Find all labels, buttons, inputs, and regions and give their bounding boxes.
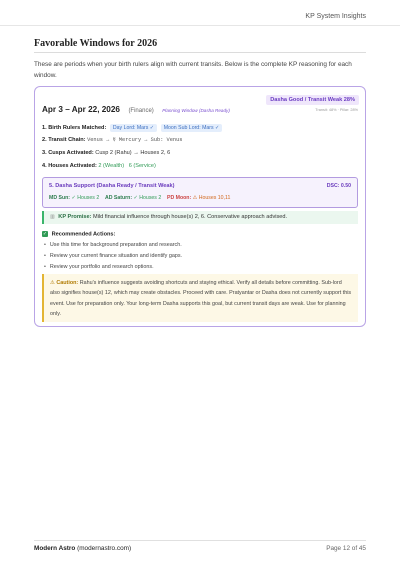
list-item: • Use this time for background preparation and research. xyxy=(44,240,182,251)
dasha-title: 5. Dasha Support (Dasha Ready / Transit Weak) xyxy=(49,183,175,189)
site-name: KP System Insights xyxy=(305,13,366,20)
domain-tag: (Finance) xyxy=(128,108,154,114)
cusps-row xyxy=(42,150,170,156)
caution-text: Rahu's influence suggests avoiding shortcuts and staying ethical. Verify all details before committing. Sub-lord also signifies house(s) 12, which may create obstacles. Proceed with care. Pratyantar or Dasha does not currently support this event. Use for preparation only. Your long-term Dasha supports this goal, but current transit days are weak. Use for planning only. xyxy=(50,280,352,318)
recommendations-list xyxy=(44,240,182,273)
recommendations-label: Recommended Actions: xyxy=(51,231,116,238)
houses-label: 4. Houses Activated: xyxy=(42,163,97,169)
list-item: • Review your current finance situation and identify gaps. xyxy=(44,251,182,262)
house-service: 6 (Service) xyxy=(128,163,156,169)
md-value: ✓ Houses 2 xyxy=(71,195,100,201)
intro-text: These are periods when your birth rulers align with current transits. Below is the complete KP reasoning for each window. xyxy=(34,61,352,79)
kp-promise-box xyxy=(42,211,358,224)
footer-brand xyxy=(34,545,131,552)
transit-chain-label: 2. Transit Chain: xyxy=(42,137,86,143)
header-divider xyxy=(0,25,400,26)
page-number: Page 12 of 45 xyxy=(326,545,366,552)
checkbox-icon: ✓ xyxy=(42,231,48,237)
brand-name: Modern Astro xyxy=(34,545,76,552)
dasha-periods xyxy=(49,195,230,201)
warning-icon: ⚠ xyxy=(50,280,55,286)
cusps-value: Cusp 2 (Rahu) → Houses 2, 6 xyxy=(95,150,171,156)
pd-label: PD Moon: xyxy=(166,195,192,201)
window-card xyxy=(34,86,366,327)
ad-label: AD Saturn: xyxy=(104,195,133,201)
birth-rulers-row xyxy=(42,124,222,132)
section-title: Favorable Windows for 2026 xyxy=(34,38,158,49)
pd-value: ⚠ Houses 10,11 xyxy=(192,195,231,201)
window-type-label: Planning Window (Dasha Ready) xyxy=(162,108,230,113)
houses-row xyxy=(42,163,156,169)
footer-divider xyxy=(34,540,366,541)
moon-sub-lord-pill: Moon Sub Lord: Mars ✓ xyxy=(161,124,223,132)
caution-box xyxy=(42,274,358,322)
transit-chain-value: Venus → ☿ Mercury → Sub: Venus xyxy=(87,137,183,143)
caution-label: Caution: xyxy=(56,280,79,286)
brand-domain: (modernastro.com) xyxy=(77,545,132,552)
title-divider xyxy=(34,52,366,53)
status-badge: Dasha Good / Transit Weak 28% xyxy=(266,95,359,105)
date-range: Apr 3 – Apr 22, 2026 xyxy=(42,105,120,114)
promise-label: KP Promise: xyxy=(58,214,92,220)
dasha-dsc: DSC: 0.50 xyxy=(326,183,351,189)
cusps-label: 3. Cusps Activated: xyxy=(42,150,94,156)
document-icon: ▥ xyxy=(50,214,55,220)
transit-chain-row xyxy=(42,137,182,143)
recommendations-heading xyxy=(42,231,115,237)
badge-subtext: Transit: 48% · Pillar: 28% xyxy=(315,108,358,112)
birth-rulers-label: 1. Birth Rulers Matched: xyxy=(42,125,107,131)
list-item: • Review your portfolio and research options. xyxy=(44,262,182,273)
promise-text: Mild financial influence through house(s) 2, 6. Conservative approach advised. xyxy=(93,214,288,220)
ad-value: ✓ Houses 2 xyxy=(133,195,162,201)
house-wealth: 2 (Wealth) xyxy=(98,163,125,169)
card-header xyxy=(42,99,359,117)
dasha-support-box xyxy=(42,177,358,208)
md-label: MD Sun: xyxy=(49,195,71,201)
day-lord-pill: Day Lord: Mars ✓ xyxy=(110,124,157,132)
